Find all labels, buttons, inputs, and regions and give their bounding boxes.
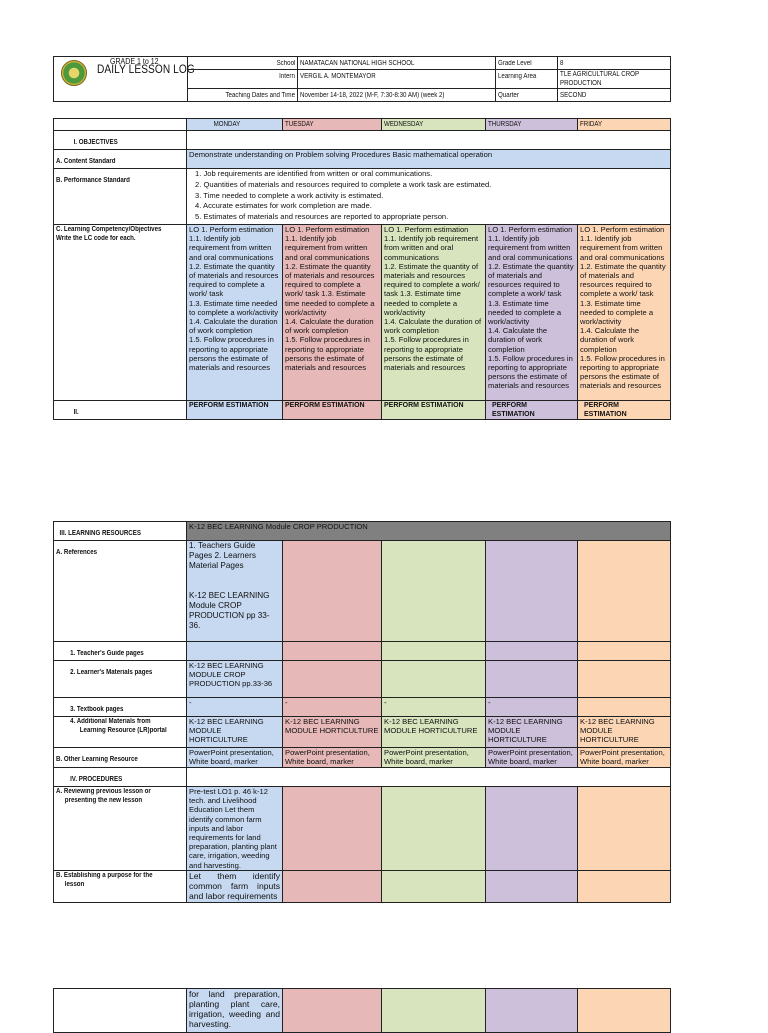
day-header-wednesday: WEDNESDAY <box>382 119 486 131</box>
grade-level-value: 8 <box>560 60 564 67</box>
additional-materials-sublabel: Learning Resource (LR)portal <box>79 727 167 734</box>
intern-label: Intern <box>279 73 295 80</box>
content-standard-value: Demonstrate understanding on Problem solving Procedures Basic mathematical operation <box>187 150 671 169</box>
purpose-monday: Let them identify common farm inputs and labor requirements <box>187 871 283 903</box>
performance-standard-list <box>187 169 671 225</box>
learning-area-label: Learning Area <box>498 73 537 80</box>
teachers-guide-label: 1. Teacher's Guide pages <box>70 650 144 657</box>
purpose-label: B. Establishing a purpose for the <box>56 872 153 879</box>
grade-range: GRADE 1 to 12 <box>110 57 159 66</box>
performance-item: 5. Estimates of materials and resources are reported to appropriate person. <box>195 212 449 222</box>
competency-thursday: LO 1. Perform estimation 1.1. Identify job requirement from written and oral communications 1.2. Estimate the quantity of materials and resources required to complete a work/ task 1.3. Estimate time needed to complete a work/activity 1.4. Calculate the duration of work completion 1.5. Follow procedures in reporting to appropriate persons the estimate of materials and resources <box>486 225 578 401</box>
learners-materials-monday: K-12 BEC LEARNING MODULE CROP PRODUCTION pp.33-36 <box>187 661 283 698</box>
other-tuesday: PowerPoint presentation, White board, marker <box>283 748 382 768</box>
reviewing-label: A. Reviewing previous lesson or <box>56 788 151 795</box>
resources-heading: III. LEARNING RESOURCES <box>59 530 141 537</box>
references-monday: 1. Teachers Guide Pages 2. Learners Material Pages K-12 BEC LEARNING Module CROP PRODUCTION pp 33-36. <box>187 541 283 642</box>
purpose-sublabel: lesson <box>64 881 85 888</box>
performance-item: 4. Accurate estimates for work completion are made. <box>195 201 372 211</box>
header-table <box>53 56 671 102</box>
continuation-table <box>53 988 671 1033</box>
other-monday: PowerPoint presentation, White board, marker <box>187 748 283 768</box>
intern-value: VERGIL A. MONTEMAYOR <box>300 73 376 80</box>
additional-thursday: K-12 BEC LEARNING MODULE HORTICULTURE <box>486 717 578 748</box>
resources-table <box>53 521 671 903</box>
textbook-friday <box>578 698 671 717</box>
other-friday: PowerPoint presentation, White board, marker <box>578 748 671 768</box>
textbook-thursday: - <box>486 698 578 717</box>
objectives-table <box>53 118 671 420</box>
textbook-wednesday: - <box>382 698 486 717</box>
references-label: A. References <box>56 549 98 556</box>
textbook-monday: - <box>187 698 283 717</box>
performance-item: 3. Time needed to complete a work activity is estimated. <box>195 190 384 200</box>
competency-sublabel: Write the LC code for each. <box>56 235 136 242</box>
other-thursday: PowerPoint presentation, White board, marker <box>486 748 578 768</box>
day-header-monday: MONDAY <box>187 119 283 131</box>
content-thursday: PERFORM ESTIMATION <box>492 402 535 419</box>
competency-friday: LO 1. Perform estimation 1.1. Identify job requirement from written and oral communications 1.2. Estimate the quantity of materials and resources required to complete a work/ task 1.3. Estimate time needed to complete a work/activity 1.4. Calculate the duration of work completion 1.5. Follow procedures in reporting to appropriate persons the estimate of materials and resources <box>578 225 671 401</box>
reviewing-monday: Pre-test LO1 p. 46 k-12 tech. and Livelihood Education Let them identify common farm inputs and labor requirements for land preparation, planting plant care, irrigation, weeding and harvesting. <box>187 787 283 871</box>
additional-wednesday: K-12 BEC LEARNING MODULE HORTICULTURE <box>382 717 486 748</box>
competency-label: C. Learning Competency/Objectives <box>56 226 162 233</box>
content-monday: PERFORM ESTIMATION <box>189 402 269 409</box>
school-value: NAMATACAN NATIONAL HIGH SCHOOL <box>300 60 415 67</box>
quarter-label: Quarter <box>498 92 519 99</box>
additional-tuesday: K-12 BEC LEARNING MODULE HORTICULTURE <box>283 717 382 748</box>
school-label: School <box>276 60 295 67</box>
page-title: DAILY LESSON LOG <box>97 64 195 76</box>
other-wednesday: PowerPoint presentation, White board, marker <box>382 748 486 768</box>
content-standard-label: A. Content Standard <box>56 158 116 165</box>
performance-standard-label: B. Performance Standard <box>56 177 130 184</box>
quarter-value: SECOND <box>560 92 587 99</box>
competency-wednesday: LO 1. Perform estimation 1.1. Identify job requirement from written and oral communications 1.2. Estimate the quantity of materials and resources required to complete a work/ task 1.3. Estimate time needed to complete a work/activity 1.4. Calculate the duration of work completion 1.5. Follow procedures in reporting to appropriate persons the estimate of materials and resources <box>382 225 486 401</box>
purpose-monday-continued: for land preparation, planting plant care, irrigation, weeding and harvesting. <box>187 989 283 1033</box>
content-wednesday: PERFORM ESTIMATION <box>384 402 464 409</box>
textbook-label: 3. Textbook pages <box>70 706 124 713</box>
additional-friday: K-12 BEC LEARNING MODULE HORTICULTURE <box>578 717 671 748</box>
content-tuesday: PERFORM ESTIMATION <box>285 402 365 409</box>
textbook-tuesday: - <box>283 698 382 717</box>
grade-level-label: Grade Level <box>498 60 532 67</box>
competency-monday: LO 1. Perform estimation 1.1. Identify job requirement from written and oral communications 1.2. Estimate the quantity of materials and resources required to complete a work/ task 1.3. Estimate time needed to complete a work/activity 1.4. Calculate the duration of work completion 1.5. Follow procedures in reporting to appropriate persons the estimate of materials and resources <box>187 225 283 401</box>
procedures-heading: IV. PROCEDURES <box>70 776 123 783</box>
additional-monday: K-12 BEC LEARNING MODULE HORTICULTURE <box>187 717 283 748</box>
content-friday: PERFORM ESTIMATION <box>584 402 627 419</box>
resources-heading-value: K-12 BEC LEARNING Module CROP PRODUCTION <box>187 522 671 541</box>
dates-value: November 14-18, 2022 (M-F, 7:30-8:30 AM) (week 2) <box>300 92 445 99</box>
performance-item: 2. Quantities of materials and resources required to complete a work task are estimated. <box>195 179 492 189</box>
learning-area-value: TLE AGRICULTURAL CROP PRODUCTION <box>560 71 639 87</box>
competency-tuesday: LO 1. Perform estimation 1.1. Identify job requirement from written and oral communications 1.2. Estimate the quantity of materials and resources required to complete a work/ task 1.3. Estimate time needed to complete a work/activity 1.4. Calculate the duration of work completion 1.5. Follow procedures in reporting to appropriate persons the estimate of materials and resources <box>283 225 382 401</box>
performance-item: 1. Job requirements are identified from written or oral communications. <box>195 169 433 178</box>
dates-label: Teaching Dates and Time <box>225 92 295 99</box>
other-resource-label: B. Other Learning Resource <box>56 756 138 763</box>
day-header-friday: FRIDAY <box>578 119 671 131</box>
learners-materials-label: 2. Learner's Materials pages <box>70 669 153 676</box>
day-header-tuesday: TUESDAY <box>283 119 382 131</box>
reviewing-sublabel: presenting the new lesson <box>64 797 143 804</box>
day-header-thursday: THURSDAY <box>486 119 578 131</box>
objectives-heading: I. OBJECTIVES <box>73 139 118 146</box>
additional-materials-label: 4. Additional Materials from <box>70 718 151 725</box>
content-heading: II. <box>73 409 79 416</box>
